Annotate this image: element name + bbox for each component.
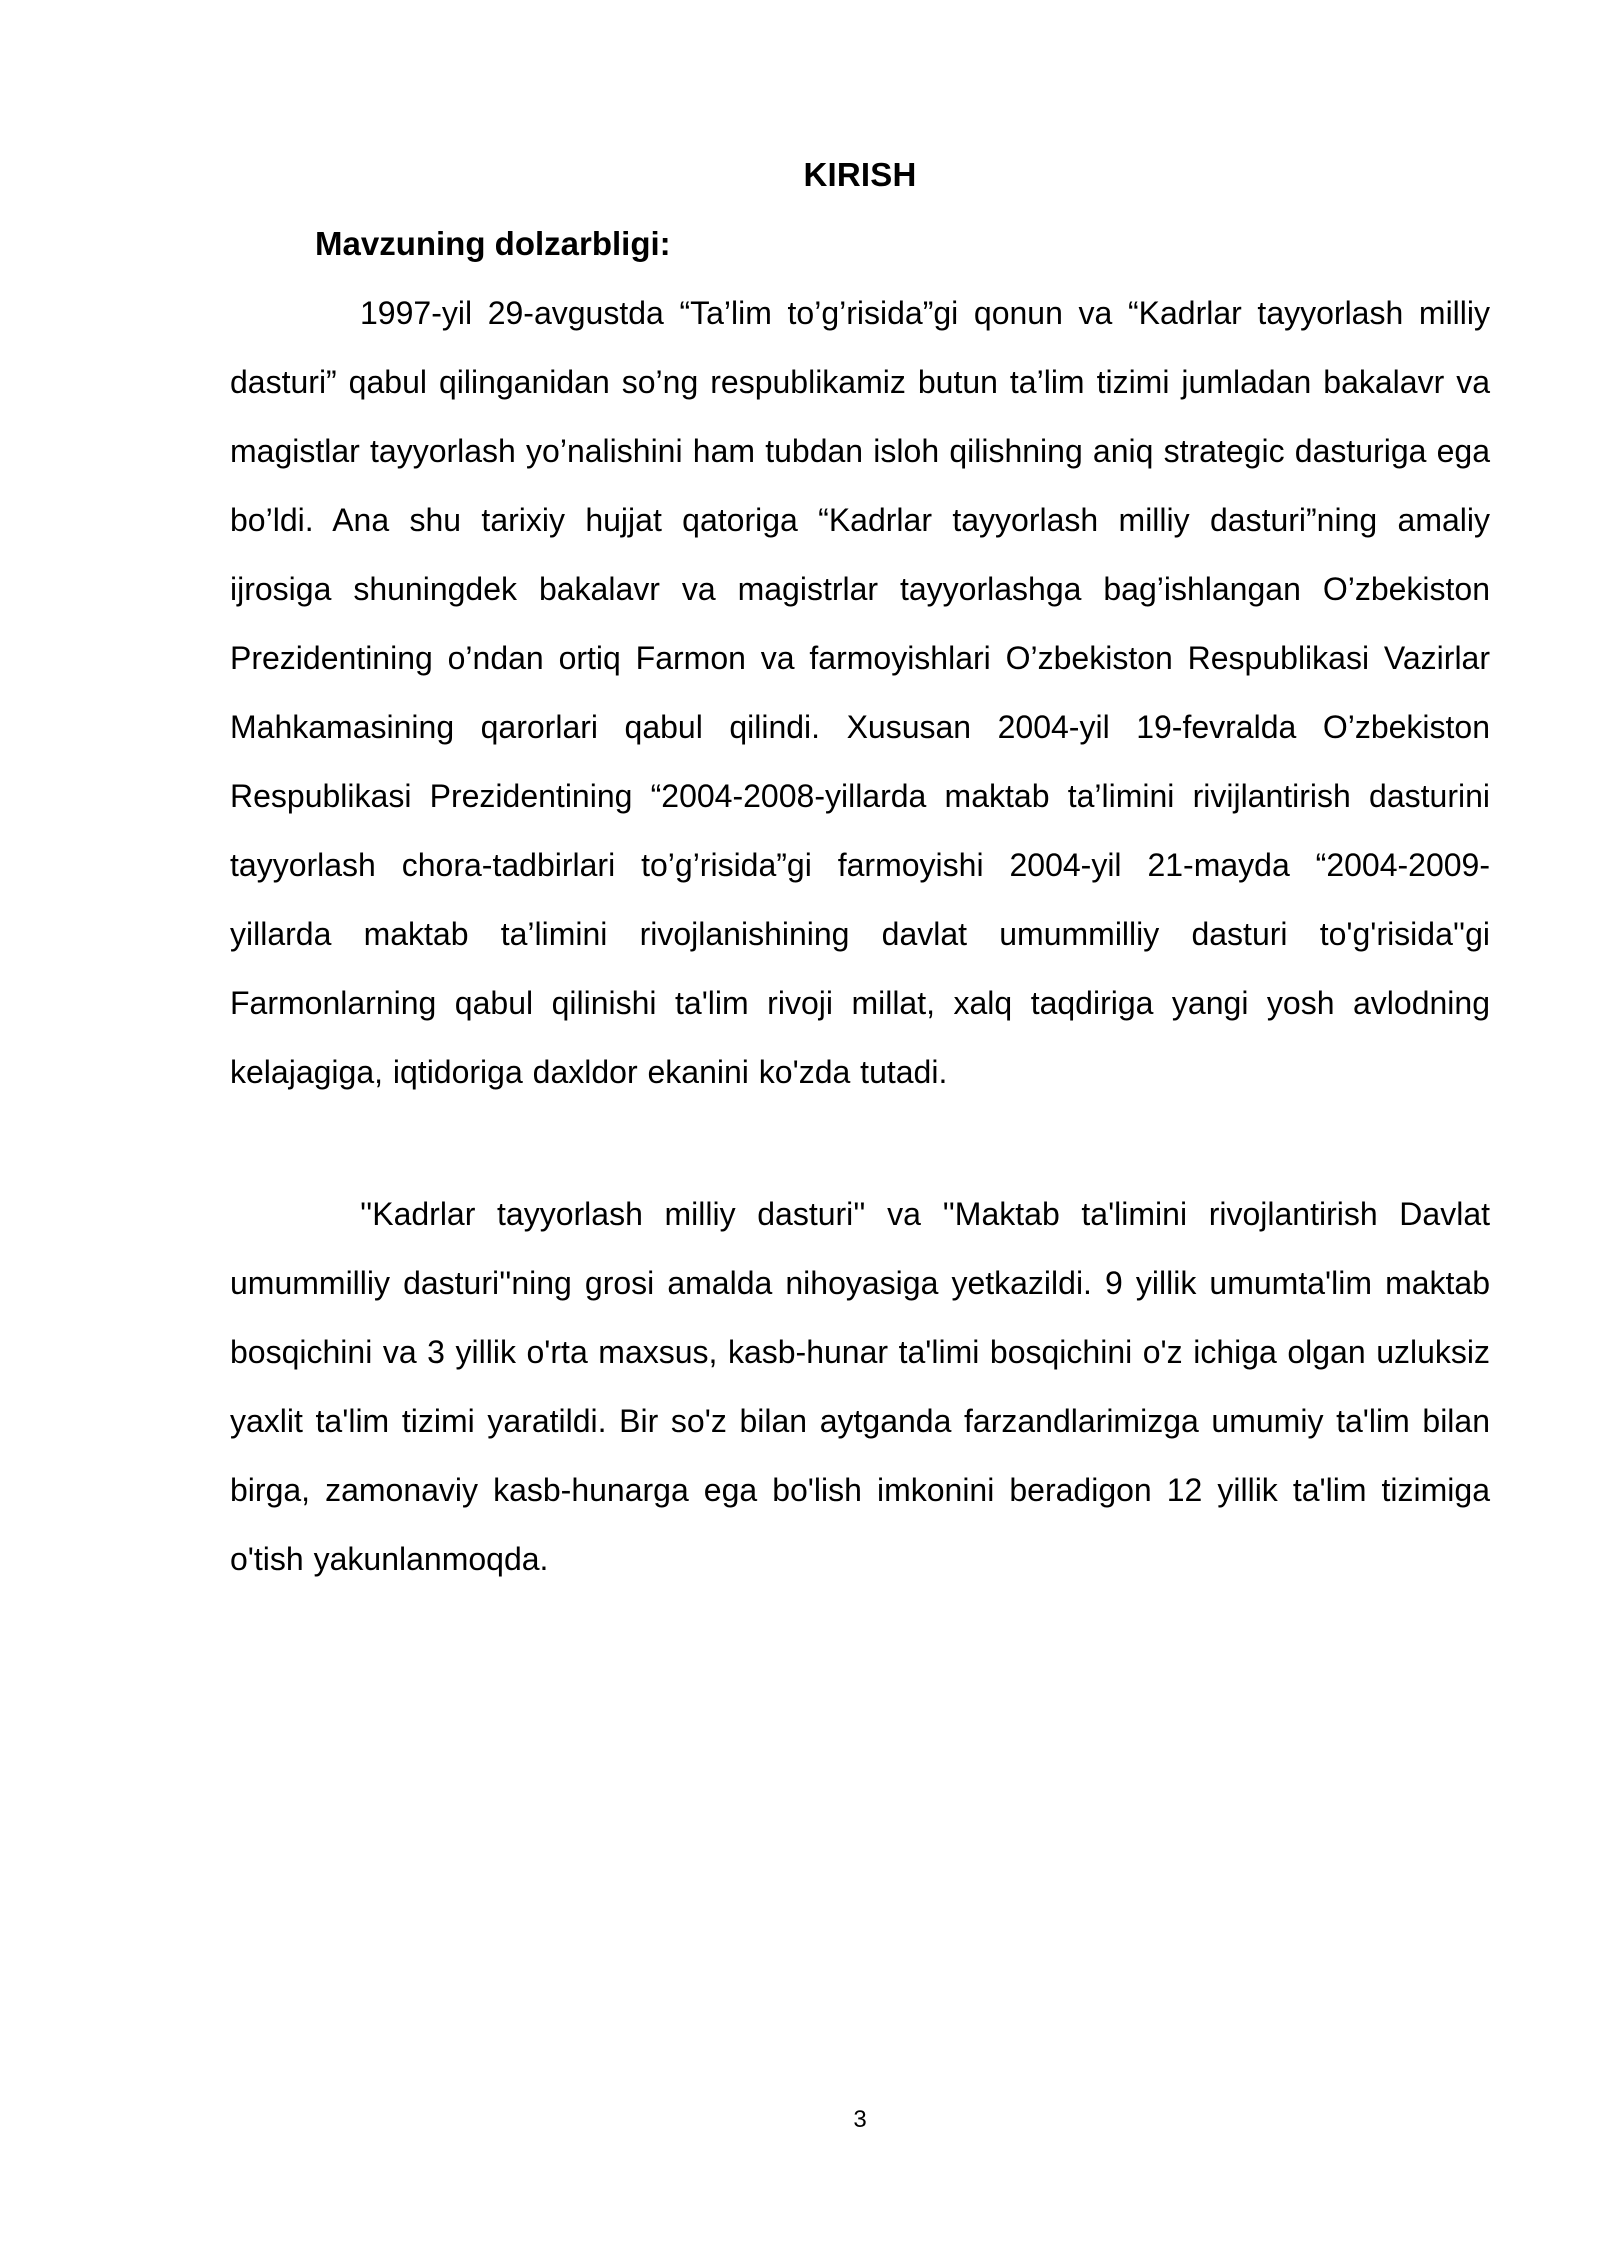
- body-paragraph-container: [230, 279, 1490, 1107]
- page-number: 3: [853, 2106, 867, 2133]
- body-paragraph: 1997-yil 29-avgustda “Ta’lim to’g’risida”gi qonun va “Kadrlar tayyorlash milliy dasturi” qabul qilinganidan so’ng respublikamiz butun ta’lim tizimi jumladan bakalavr va magistlar tayyorlash yo’nalishini ham tubdan isloh qilishning aniq strategic dasturiga ega bo’ldi. Ana shu tarixiy hujjat qatoriga “Kadrlar tayyorlash milliy dasturi”ning amaliy ijrosiga shuningdek bakalavr va magistrlar tayyorlashga bag’ishlangan O’zbekiston Prezidentining o’ndan ortiq Farmon va farmoyishlari O’zbekiston Respublikasi Vazirlar Mahkamasining qarorlari qabul qilindi. Xususan 2004-yil 19-fevralda O’zbekiston Respublikasi Prezidentining “2004-2008-yillarda maktab ta’limini rivijlantirish dasturini tayyorlash chora-tadbirlari to’g’risida”gi farmoyishi 2004-yil 21-mayda “2004-2009-yillarda maktab ta’limini rivojlanishining davlat umummilliy dasturi to'g'risida''gi Farmonlarning qabul qilinishi ta'lim rivoji millat, xalq taqdiriga yangi yosh avlodning kelajagiga, iqtidoriga daxldor ekanini ko'zda tutadi.: [230, 295, 1490, 1090]
- document-title: KIRISH: [803, 156, 917, 193]
- body-paragraph-container: [230, 1180, 1490, 1594]
- section-subtitle: Mavzuning dolzarbligi:: [315, 225, 671, 262]
- body-paragraph: ''Kadrlar tayyorlash milliy dasturi'' va ''Maktab ta'limini rivojlantirish Davlat umummilliy dasturi''ning grosi amalda nihoyasiga yetkazildi. 9 yillik umumta'lim maktab bosqichini va 3 yillik o'rta maxsus, kasb-hunar ta'limi bosqichini o'z ichiga olgan uzluksiz yaxlit ta'lim tizimi yaratildi. Bir so'z bilan aytganda farzandlarimizga umumiy ta'lim bilan birga, zamonaviy kasb-hunarga ega bo'lish imkonini beradigon 12 yillik ta'lim tizimiga o'tish yakunlanmoqda.: [230, 1196, 1490, 1577]
